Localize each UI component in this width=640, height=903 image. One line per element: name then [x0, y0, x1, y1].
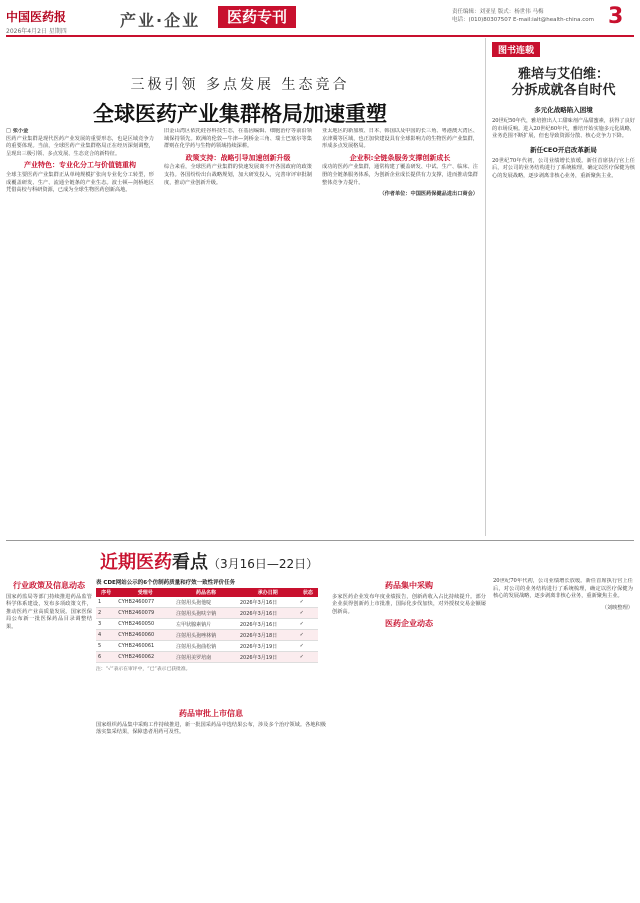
column-header: 受理号 [116, 588, 174, 597]
table-cell: 左甲状腺素钠片 [174, 619, 238, 630]
paragraph: 亚太地区的新加坡、日本、韩国以及中国的长三角、粤港澳大湾区、京津冀等区域，也正加快建设具有全球影响力的生物医药产业集群，形成多点发展格局。 [322, 128, 478, 150]
table-caption: 表 CDE网站公示的6个仿制药质量和疗效一致性评价任务 [96, 580, 236, 586]
editor-info [452, 8, 602, 24]
table-row [96, 652, 318, 663]
subheading: 药品集中采购 [385, 581, 433, 590]
table-cell: CYHB2460062 [116, 652, 174, 663]
header-rule [6, 35, 634, 37]
column-header: 药品名称 [174, 588, 238, 597]
serial-title-line: 分拆成就各自时代 [511, 83, 616, 98]
table-cell: ✓ [298, 619, 318, 630]
table-cell: 2 [96, 608, 116, 619]
paragraph: 全球主要医药产业集群正从单纯规模扩张向专业化分工转型，形成覆盖研发、生产、流通全链条的产业生态。波士顿—剑桥地区凭借高校与科研资源，已成为全球生物医药创新高地。 [6, 171, 154, 194]
roundup-column-4 [493, 578, 633, 898]
serial-paragraph: 20世纪50年代，雅培推出人工甜味剂产品甜蜜素，获得了良好的市场反响。进入20世纪60年代，雅培开始实施多元化战略，业务范围不断扩展，但也导致资源分散、核心竞争力下降。 [492, 118, 635, 140]
contact-line: 电话：(010)80307507 E-mail:ialt@health-china.com [452, 17, 594, 23]
column-header: 序号 [96, 588, 116, 597]
table-cell: 注射用美罗培南 [174, 652, 238, 663]
article-column-1 [6, 128, 154, 540]
issue-date: 2026年4月2日 星期四 [6, 28, 67, 35]
main-article [6, 128, 478, 540]
section-tag: 医药专刊 [218, 6, 296, 28]
table-cell: ✓ [298, 630, 318, 641]
table-cell: CYHB2460061 [116, 641, 174, 652]
page-number: 3 [608, 4, 624, 29]
subheading: 医药企业动态 [385, 619, 433, 629]
paragraph: 国家药监局等部门持续推进药品监管科学体系建设，发布多项政策文件，推动医药产业高质量发展。国家医保局公布新一批医保药品目录调整结果。 [6, 593, 92, 630]
table-cell: 2026年3月18日 [238, 630, 298, 641]
subheading: 企业积:全链条服务支撑创新成长 [349, 153, 451, 162]
article-column-2 [164, 128, 312, 540]
review-table [96, 578, 318, 672]
table-cell: ✓ [298, 641, 318, 652]
table-cell: 注射用头孢唑林钠 [174, 630, 238, 641]
column-header: 状态 [298, 588, 318, 597]
paragraph: 医药产业集群是现代医药产业发展的重要形态，也是区域竞争力的重要体现。当前，全球医药产业集群格局正在经历深刻调整，呈现出三极引领、多点发展、生态竞合的新特征。 [6, 135, 154, 157]
author-affiliation: （作者单位：中国医药保健品进出口商会） [379, 191, 478, 198]
table-cell: 4 [96, 630, 116, 641]
subheading: 产业特色：专业化分工与价值链重构 [24, 161, 136, 170]
roundup-column-3 [332, 578, 486, 898]
subheading: 政策支持：战略引导加速创新升级 [185, 153, 291, 162]
table-row [96, 608, 318, 619]
paragraph: 成功的医药产业集群，通常构建了覆盖研发、中试、生产、临床、注册的全链条服务体系，为创新企业成长提供有力支撑，进而推动集群整体竞争力提升。 [322, 164, 478, 186]
table-cell: ✓ [298, 608, 318, 619]
table-cell: CYHB2460050 [116, 619, 174, 630]
serial-column [485, 38, 635, 536]
bottom-headline [100, 548, 318, 574]
table-cell: 2026年3月16日 [238, 619, 298, 630]
table-cell: 3 [96, 619, 116, 630]
table-cell: 6 [96, 652, 116, 663]
section-divider [6, 540, 634, 541]
serial-title [492, 67, 635, 99]
table-cell: 5 [96, 641, 116, 652]
paragraph: 20世纪70年代初，公司业绩增长放缓。新任首席执行官上任后，对公司的业务结构进行了系统梳理，确定以医疗保健为核心的发展战略，逐步剥离非核心业务，重新聚焦主业。 [493, 578, 633, 600]
headline-dates: （3月16日—22日） [208, 557, 319, 571]
table-cell: ✓ [298, 597, 318, 608]
masthead [0, 0, 640, 34]
paragraph: 综合来看，全球医药产业集群的快速发展离不开各国政府的政策支持。各国纷纷出台战略规划，加大研发投入，完善审评审批制度，推动产业创新升级。 [164, 164, 312, 186]
author-byline: □ 张小金 [6, 128, 29, 134]
paragraph: 多家医药企业发布年度业绩报告，创新药收入占比持续提升。部分企业获得创新药上市批准，国际化步伐加快，对外授权交易金额屡创新高。 [332, 593, 486, 615]
data-table [96, 588, 318, 663]
newspaper-logo: 中国医药报 [6, 10, 67, 24]
serial-subtitle: 多元化战略陷入困境 [534, 106, 593, 114]
table-row [96, 597, 318, 608]
section-name: 产业·企业 [120, 11, 201, 30]
table-row [96, 641, 318, 652]
table-cell: ✓ [298, 652, 318, 663]
article-headline: 全球医药产业集群格局加速重塑 [93, 102, 387, 126]
subheading: 行业政策及信息动态 [13, 581, 85, 590]
table-cell: 2026年3月16日 [238, 608, 298, 619]
column-header: 承办日期 [238, 588, 298, 597]
editor-line: 责任编辑：刘亚星 版式：杨世伟 马梅 [452, 9, 544, 15]
table-cell: 2026年3月19日 [238, 641, 298, 652]
table-cell: 2026年3月16日 [238, 597, 298, 608]
article-kicker: 三极引领 多点发展 生态竞合 [130, 77, 350, 93]
serial-title-line: 雅培与艾伯维： [517, 67, 609, 82]
table-cell: CYHB2460060 [116, 630, 174, 641]
compiler-note: （刘映整理） [601, 604, 633, 611]
serial-subheading: 新任CEO开启改革新局 [530, 145, 597, 154]
table-row [96, 619, 318, 630]
table-cell: CYHB2460079 [116, 608, 174, 619]
table-cell: 注射用头孢曲松钠 [174, 641, 238, 652]
table-header-row [96, 588, 318, 597]
table-cell: 注射用头孢他啶 [174, 597, 238, 608]
table-cell: 注射用头孢呋辛钠 [174, 608, 238, 619]
roundup-column-2 [96, 706, 326, 898]
table-cell: CYHB2460077 [116, 597, 174, 608]
headline-black-part: 看点 [172, 552, 208, 573]
paragraph: 国家组织药品集中采购工作持续推进，新一批国采药品中选结果公布，涉及多个治疗领域。各地积极落实集采结果，保障患者用药可及性。 [96, 721, 326, 736]
paragraph: 旧金山湾区依托硅谷科技生态，在基因编辑、细胞治疗等前沿领域保持领先。欧洲的伦敦—牛津—剑桥金三角、瑞士巴塞尔等集群则在化学药与生物药领域持续深耕。 [164, 128, 312, 150]
table-cell: 2026年3月19日 [238, 652, 298, 663]
serial-tag: 图书连载 [492, 42, 540, 57]
table-row [96, 630, 318, 641]
table-note: 注：“✓”表示在审评中，“已”表示已获批准。 [96, 667, 191, 672]
serial-paragraph: 20世纪70年代初，公司业绩增长放缓。新任首席执行官上任后，对公司的业务结构进行了系统梳理，确定以医疗保健为核心的发展战略，逐步剥离非核心业务，重新聚焦主业。 [492, 157, 635, 179]
table-cell: 1 [96, 597, 116, 608]
subheading: 药品审批上市信息 [179, 709, 243, 718]
article-column-3 [322, 128, 478, 540]
roundup-column-1 [6, 578, 92, 898]
headline-red-part: 近期医药 [100, 552, 172, 573]
